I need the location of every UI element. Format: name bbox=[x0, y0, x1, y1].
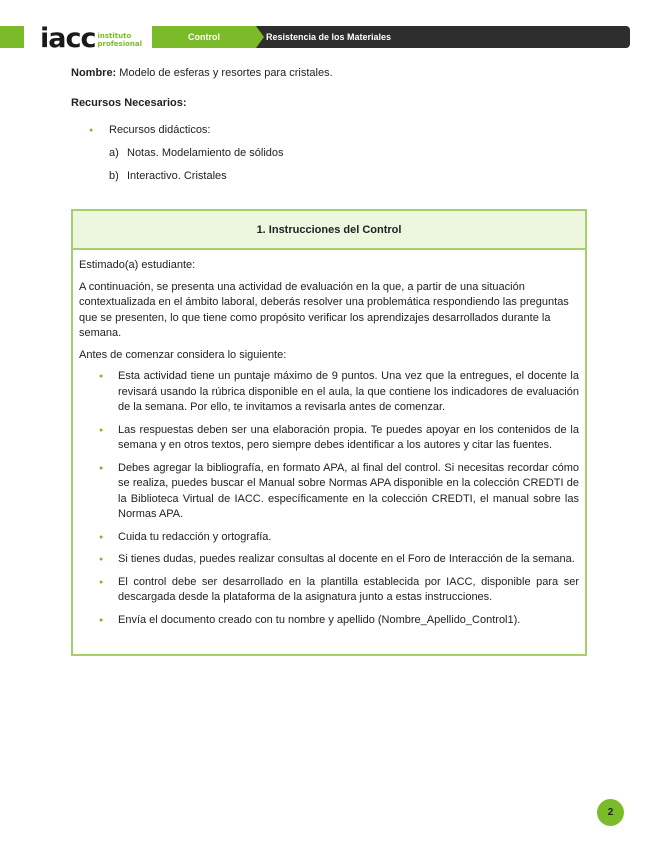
logo-line-2: profesional bbox=[97, 39, 143, 48]
list-item: ● Cuida tu redacción y ortografía. bbox=[79, 530, 579, 546]
sub-item bbox=[109, 146, 591, 161]
sub-item-text: Interactivo. Cristales bbox=[127, 170, 227, 182]
sub-item-letter: b) bbox=[109, 170, 119, 182]
instructions-list bbox=[79, 369, 579, 628]
list-item: ● Envía el documento creado con tu nombre y apellido (Nombre_Apellido_Control1). bbox=[79, 613, 579, 629]
sub-item bbox=[109, 169, 591, 184]
list-item: ● El control debe ser desarrollado en la plantilla establecida por IACC, disponible para ser descargada desde la plataforma de la asignatura junto a estas instrucciones. bbox=[79, 575, 579, 606]
logo-mark: iacc bbox=[40, 23, 96, 54]
logo-subtitle bbox=[97, 33, 142, 48]
header-green-square bbox=[0, 26, 24, 48]
list-item: ● Esta actividad tiene un puntaje máximo de 9 puntos. Una vez que la entregues, el docente la revisará usando la rúbrica disponible en el aula, la que contiene los indicadores de evaluación de la semana. Por ello, te invitamos a revisarla antes de comenzar. bbox=[79, 369, 579, 416]
name-value: Modelo de esferas y resortes para cristales. bbox=[119, 67, 333, 79]
header-bar bbox=[152, 26, 630, 48]
name-label: Nombre: bbox=[71, 67, 117, 79]
resources-item-text: Recursos didácticos: bbox=[109, 124, 211, 136]
resources-heading: Recursos Necesarios: bbox=[71, 97, 187, 109]
lead-text: Antes de comenzar considera lo siguiente: bbox=[79, 348, 287, 361]
intro-section bbox=[71, 66, 591, 192]
page-number-badge: 2 bbox=[597, 799, 624, 826]
resources-item bbox=[89, 123, 591, 138]
sub-item-letter: a) bbox=[109, 147, 119, 159]
instructions-box bbox=[71, 209, 587, 656]
tab-arrow-shape bbox=[256, 26, 264, 48]
document-type-tab: Control bbox=[152, 26, 256, 48]
sub-item-text: Notas. Modelamiento de sólidos bbox=[127, 147, 284, 159]
list-item: ● Debes agregar la bibliografía, en formato APA, al final del control. Si necesitas recordar cómo se realiza, puedes buscar el Manual sobre Normas APA disponible en la colección CREDTI de la Biblioteca Virtual de IACC. específicamente en la colección CREDTI, el manual sobre las Normas APA. bbox=[79, 461, 579, 523]
list-item: ● Si tienes dudas, puedes realizar consultas al docente en el Foro de Interacción de la semana. bbox=[79, 552, 579, 568]
greeting: Estimado(a) estudiante: bbox=[79, 259, 196, 271]
instructions-title: 1. Instrucciones del Control bbox=[73, 211, 585, 250]
instructions-body bbox=[73, 250, 585, 628]
iacc-logo bbox=[40, 23, 143, 54]
intro-paragraph: A continuación, se presenta una actividad de evaluación en la que, a partir de una situación contextualizada en el ámbito laboral, deberás resolver una problemática respondiendo las preguntas que se presenten, lo que tiene como propósito verificar los aprendizajes desarrollados durante la semana. bbox=[79, 280, 569, 339]
course-title: Resistencia de los Materiales bbox=[264, 26, 630, 48]
resources-sublist bbox=[109, 146, 591, 184]
list-item: ● Las respuestas deben ser una elaboración propia. Te puedes apoyar en los contenidos de la semana y en otros textos, pero siempre debes identificar a los autores y citar las fuentes. bbox=[79, 423, 579, 454]
logo-line-1: instituto bbox=[97, 32, 132, 40]
name-line bbox=[71, 66, 591, 81]
